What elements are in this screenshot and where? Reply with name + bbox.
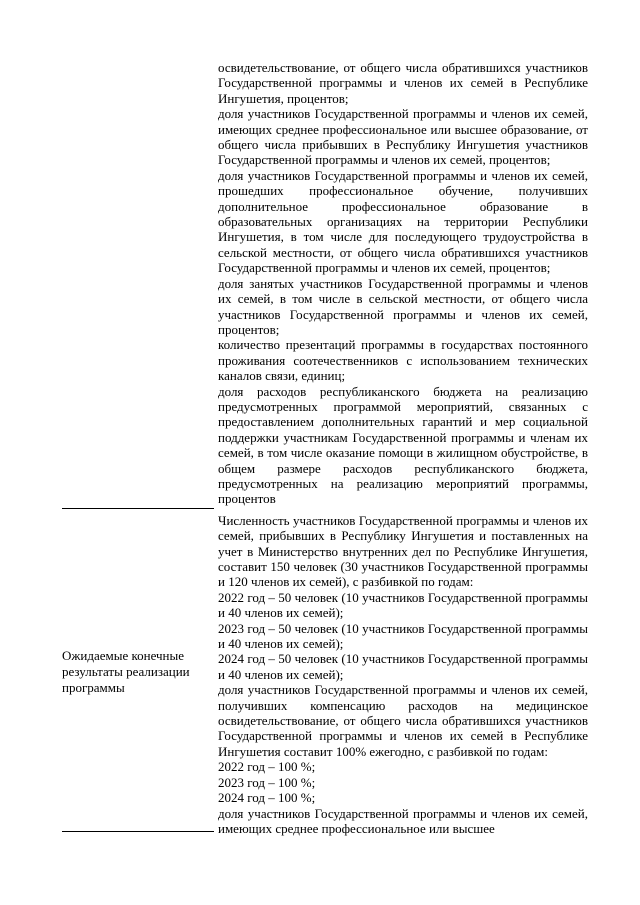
- result-paragraph: 2022 год – 50 человек (10 участников Государственной программы и 40 членов их семей);: [218, 589, 588, 621]
- result-paragraph: доля участников Государственной программы и членов их семей, получивших компенсацию расходов на медицинское освидетельствование, от общего числа обратившихся участников Государственной программы и членов их семей в Республике Ингушетия составит 100% ежегодно, с разбивкой по годам:: [218, 682, 588, 759]
- table-row-divider: [62, 831, 214, 832]
- indicator-paragraph: освидетельствование, от общего числа обратившихся участников Государственной программы и членов их семей в Республике Ингушетия, процентов;: [218, 60, 588, 106]
- indicator-paragraph: доля участников Государственной программы и членов их семей, имеющих среднее профессиональное или высшее образование, от общего числа прибывших в Республику Ингушетия участников Государственной программы и членов их семей, процентов;: [218, 106, 588, 168]
- result-paragraph: 2023 год – 100 %;: [218, 774, 316, 790]
- result-paragraph: 2024 год – 100 %;: [218, 790, 316, 806]
- indicator-paragraph: количество презентаций программы в государствах постоянного проживания соотечественников с использованием технических каналов связи, единиц;: [218, 337, 588, 384]
- indicator-paragraph: доля занятых участников Государственной программы и членов их семей, в том числе в сельской местности, от общего числа участников Государственной программы и членов их семей, процентов;: [218, 275, 588, 337]
- right-column: [218, 60, 588, 836]
- result-paragraph: 2024 год – 50 человек (10 участников Государственной программы и 40 членов их семей);: [218, 651, 588, 682]
- table-row-divider: [62, 508, 214, 509]
- top-indicators-block: [218, 60, 588, 507]
- indicator-paragraph: доля расходов республиканского бюджета на реализацию предусмотренных программой мероприятий, связанных с предоставлением дополнительных гарантий и мер социальной поддержки участникам Государственной программы и членам их семей, в том числе оказание помощи в жилищном обустройстве, в общем размере расходов республиканского бюджета, предусмотренных на реализацию мероприятий программы, процентов: [218, 383, 588, 507]
- result-paragraph: 2023 год – 50 человек (10 участников Государственной программы и 40 членов их семей);: [218, 620, 588, 652]
- result-paragraph: 2022 год – 100 %;: [218, 759, 316, 775]
- result-paragraph: Численность участников Государственной программы и членов их семей, прибывших в Республику Ингушетия и поставленных на учет в Министерство внутренних дел по Республике Ингушетия, составит 150 человек (30 участников Государственной программы и 120 членов их семей), с разбивкой по годам:: [218, 512, 588, 590]
- result-paragraph: доля участников Государственной программы и членов их семей, имеющих среднее профессиональное или высшее: [218, 805, 588, 836]
- expected-results-label: Ожидаемые конечные результаты реализации программы: [62, 648, 190, 695]
- expected-results-block: [218, 513, 588, 837]
- indicator-paragraph: доля участников Государственной программы и членов их семей, прошедших профессиональное обучение, получивших дополнительное профессиональное образование в образовательных организациях на территории Республики Ингушетия, в том числе для последующего трудоустройства в сельской местности, от общего числа обратившихся участников Государственной программы и членов их семей, процентов;: [218, 167, 588, 276]
